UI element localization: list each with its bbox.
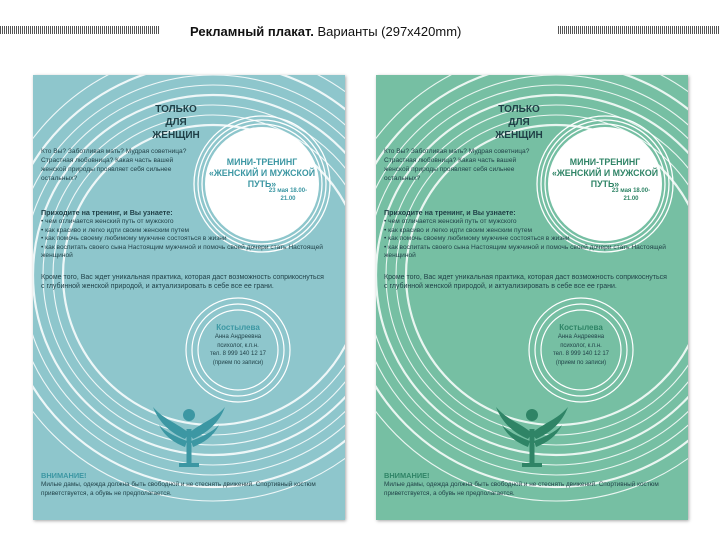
- slide-title: [190, 24, 540, 39]
- list-item: • чем отличается женский путь от мужского: [384, 218, 669, 227]
- list-item: • как воспитать своего сына Настоящим мужчиной и помочь своей дочери стать Настоящей женщиной: [384, 244, 669, 261]
- only-women-heading: ТОЛЬКО ДЛЯ ЖЕНЩИН: [495, 104, 543, 141]
- only-women-heading: ТОЛЬКО ДЛЯ ЖЕНЩИН: [152, 104, 200, 141]
- speaker-note: (прием по записи): [555, 359, 607, 366]
- warning-text: Милые дамы, одежда должна быть свободной и не стеснять движений. Спортивный костюм приветствуется, а обувь не предполагается.: [384, 481, 659, 497]
- slide-title-rest: Варианты (297х420mm): [313, 24, 462, 39]
- warning-text: Милые дамы, одежда должна быть свободной и не стеснять движений. Спортивный костюм приветствуется, а обувь не предполагается.: [41, 481, 316, 497]
- list-item: • как воспитать своего сына Настоящим мужчиной и помочь своей дочери стать Настоящей женщиной: [41, 244, 326, 261]
- badge-date: 23 мая 18.00-21.00: [611, 188, 651, 202]
- psi-wings-logo: [149, 393, 229, 473]
- badge-title: МИНИ-ТРЕНИНГ «ЖЕНСКИЙ И МУЖСКОЙ ПУТЬ»: [208, 157, 316, 189]
- psi-wings-logo: [492, 393, 572, 473]
- speaker-block: [526, 323, 636, 367]
- speaker-phone: тел. 8 999 140 12 17: [209, 351, 267, 357]
- list-item: • как красиво и легко идти своим женским путем: [384, 227, 669, 236]
- slide-title-bold: Рекламный плакат.: [190, 24, 314, 39]
- intro-text: Кто Вы? Заботливая мать? Мудрая советница? Страстная любовница? Какая часть вашей женской природы проявляет себя сильнее остальных?: [41, 148, 187, 182]
- practice-text: Кроме того, Вас ждет уникальная практика, которая даст возможность соприкоснуться с глубинной женской природой, и актуализировать в себе все ее грани.: [41, 274, 324, 291]
- list-item: • чем отличается женский путь от мужского: [41, 218, 326, 227]
- speaker-given-name: Анна Андреевна: [214, 334, 262, 340]
- intro-text: Кто Вы? Заботливая мать? Мудрая советница? Страстная любовница? Какая часть вашей женской природы проявляет себя сильнее остальных?: [384, 148, 530, 182]
- warning-heading: ВНИМАНИЕ!: [41, 471, 87, 480]
- learn-list: [41, 218, 326, 261]
- speaker-name: Костылева: [216, 323, 260, 332]
- poster-variant-teal: [33, 75, 345, 520]
- list-item: • как красиво и легко идти своим женским путем: [41, 227, 326, 236]
- warning-heading: ВНИМАНИЕ!: [384, 471, 430, 480]
- learn-heading: Приходите на тренинг, и Вы узнаете:: [384, 208, 516, 217]
- logo-shape: [522, 463, 542, 467]
- speaker-note: (прием по записи): [212, 359, 264, 366]
- speaker-given-name: Анна Андреевна: [557, 334, 605, 340]
- badge-title: МИНИ-ТРЕНИНГ «ЖЕНСКИЙ И МУЖСКОЙ ПУТЬ»: [551, 157, 659, 189]
- header-stripe-left: [0, 26, 160, 34]
- speaker-name: Костылева: [559, 323, 603, 332]
- header-stripe-right: [558, 26, 720, 34]
- practice-text: Кроме того, Вас ждет уникальная практика, которая даст возможность соприкоснуться с глубинной женской природой, и актуализировать в себе все ее грани.: [384, 274, 667, 291]
- speaker-block: [183, 323, 293, 367]
- list-item: • как помочь своему любимому мужчине состояться в жизни: [41, 235, 326, 244]
- poster-variant-green: [376, 75, 688, 520]
- badge-date: 23 мая 18.00-21.00: [268, 188, 308, 202]
- logo-shape: [187, 429, 192, 463]
- learn-list: [384, 218, 669, 261]
- logo-shape: [530, 429, 535, 463]
- speaker-role: психолог, к.п.н.: [560, 342, 602, 349]
- learn-heading: Приходите на тренинг, и Вы узнаете:: [41, 208, 173, 217]
- speaker-phone: тел. 8 999 140 12 17: [552, 351, 610, 357]
- logo-shape: [183, 409, 195, 421]
- logo-shape: [526, 409, 538, 421]
- list-item: • как помочь своему любимому мужчине состояться в жизни: [384, 235, 669, 244]
- logo-shape: [179, 463, 199, 467]
- speaker-role: психолог, к.п.н.: [217, 342, 259, 349]
